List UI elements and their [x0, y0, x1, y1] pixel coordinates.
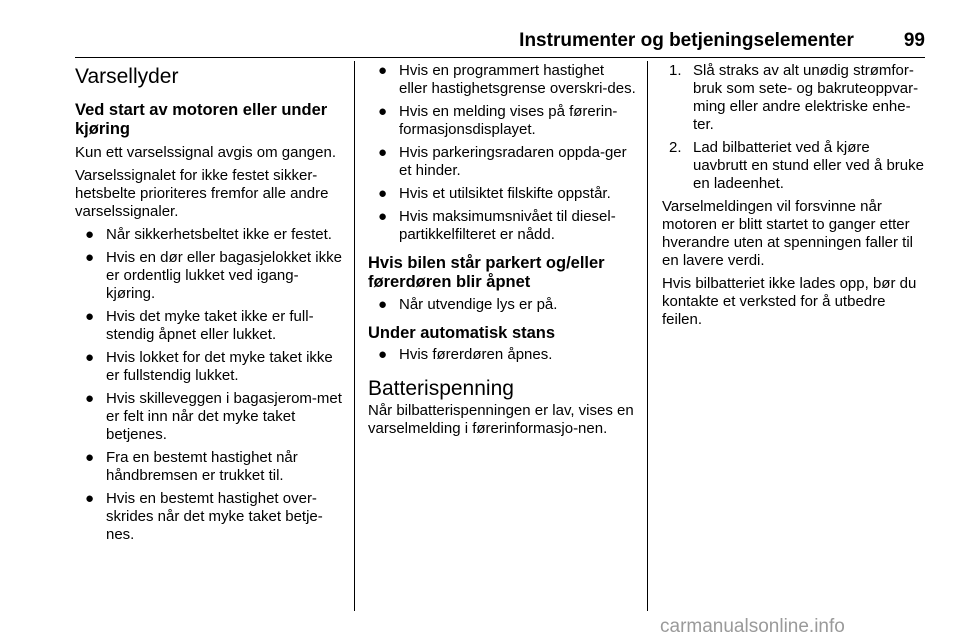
header-divider	[75, 57, 925, 58]
list-item-text: Hvis lokket for det myke taket ikke er fullstendig lukket.	[106, 349, 333, 384]
list-item	[368, 62, 636, 98]
bullet-icon: ●	[378, 208, 388, 225]
numbered-list	[662, 62, 928, 193]
paragraph: Varselmeldingen vil forsvinne når motoren er blitt startet to ganger etter hverandre uten at spenningen faller til en lavere verdi.	[662, 198, 914, 269]
list-item	[75, 308, 347, 344]
bullet-list	[368, 346, 636, 364]
bullet-icon: ●	[85, 308, 95, 325]
list-item	[75, 390, 347, 444]
bullet-icon: ●	[378, 346, 388, 363]
column-divider-2	[647, 61, 648, 611]
list-item-text: Hvis en programmert hastighet eller hastighetsgrense overskri-des.	[399, 62, 636, 97]
list-item	[368, 144, 636, 180]
column-1	[75, 62, 347, 549]
list-item-text: Hvis maksimumsnivået til diesel-partikkelfilteret er nådd.	[399, 208, 616, 243]
bullet-icon: ●	[378, 144, 388, 161]
list-item	[368, 208, 636, 244]
paragraph: Hvis bilbatteriet ikke lades opp, bør du kontakte et verksted for å utbedre feilen.	[662, 275, 917, 328]
list-item	[368, 296, 636, 314]
bullet-icon: ●	[85, 249, 95, 266]
watermark: carmanualsonline.info	[660, 616, 845, 637]
list-item-text: Hvis førerdøren åpnes.	[399, 346, 553, 363]
list-item	[75, 449, 347, 485]
list-item-text: Hvis et utilsiktet filskifte oppstår.	[399, 185, 611, 202]
bullet-icon: ●	[85, 349, 95, 366]
paragraph: Når bilbatterispenningen er lav, vises en varselmelding i førerinformasjo-nen.	[368, 402, 634, 437]
list-item-text: Fra en bestemt hastighet når håndbremsen er trukket til.	[106, 449, 298, 484]
column-divider-1	[354, 61, 355, 611]
bullet-icon: ●	[378, 103, 388, 120]
bullet-icon: ●	[85, 449, 95, 466]
subheading-parked: Hvis bilen står parkert og/eller førerdøren blir åpnet	[368, 254, 605, 291]
section-heading-batterispenning: Batterispenning	[368, 377, 514, 400]
bullet-icon: ●	[378, 185, 388, 202]
bullet-icon: ●	[85, 226, 95, 243]
list-item	[368, 103, 636, 139]
column-3	[662, 62, 928, 333]
bullet-icon: ●	[378, 62, 388, 79]
bullet-icon: ●	[85, 490, 95, 507]
subheading-start-driving: Ved start av motoren eller under kjøring	[75, 101, 328, 138]
list-item-text: Hvis en melding vises på førerin-formasjonsdisplayet.	[399, 103, 618, 138]
bullet-icon: ●	[378, 296, 388, 313]
page-header-title: Instrumenter og betjeningselementer	[519, 30, 854, 51]
list-item-text: Slå straks av alt unødig strømfor-bruk som sete- og bakruteoppvar-ming eller andre elektriske enhe-ter.	[693, 62, 919, 133]
list-item	[662, 62, 928, 134]
paragraph: Kun ett varselssignal avgis om gangen.	[75, 144, 336, 161]
list-item-text: Hvis en dør eller bagasjelokket ikke er ordentlig lukket ved igang-kjøring.	[106, 249, 342, 302]
bullet-list	[75, 226, 347, 544]
list-item-text: Når sikkerhetsbeltet ikke er festet.	[106, 226, 332, 243]
list-item	[662, 139, 928, 193]
bullet-list	[368, 296, 636, 314]
list-item	[75, 226, 347, 244]
page-header	[75, 26, 925, 56]
list-item	[75, 249, 347, 303]
step-number: 2.	[669, 139, 682, 156]
list-item-text: Hvis parkeringsradaren oppda-ger et hinder.	[399, 144, 627, 179]
list-item	[75, 490, 347, 544]
list-item	[75, 349, 347, 385]
paragraph: Varselssignalet for ikke festet sikker-hetsbelte prioriteres fremfor alle andre varselssignaler.	[75, 167, 329, 220]
subheading-autostop: Under automatisk stans	[368, 324, 556, 342]
bullet-icon: ●	[85, 390, 95, 407]
section-heading-varsellyder: Varsellyder	[75, 65, 179, 88]
column-2	[368, 62, 636, 442]
list-item	[368, 185, 636, 203]
list-item-text: Når utvendige lys er på.	[399, 296, 558, 313]
list-item-text: Lad bilbatteriet ved å kjøre uavbrutt en stund eller ved å bruke en ladeenhet.	[693, 139, 924, 192]
list-item-text: Hvis det myke taket ikke er full-stendig åpnet eller lukket.	[106, 308, 314, 343]
page-number: 99	[903, 30, 925, 51]
bullet-list	[368, 62, 636, 244]
step-number: 1.	[669, 62, 682, 79]
list-item	[368, 346, 636, 364]
list-item-text: Hvis skilleveggen i bagasjerom-met er felt inn når det myke taket betjenes.	[106, 390, 342, 443]
list-item-text: Hvis en bestemt hastighet over-skrides når det myke taket betje-nes.	[106, 490, 323, 543]
